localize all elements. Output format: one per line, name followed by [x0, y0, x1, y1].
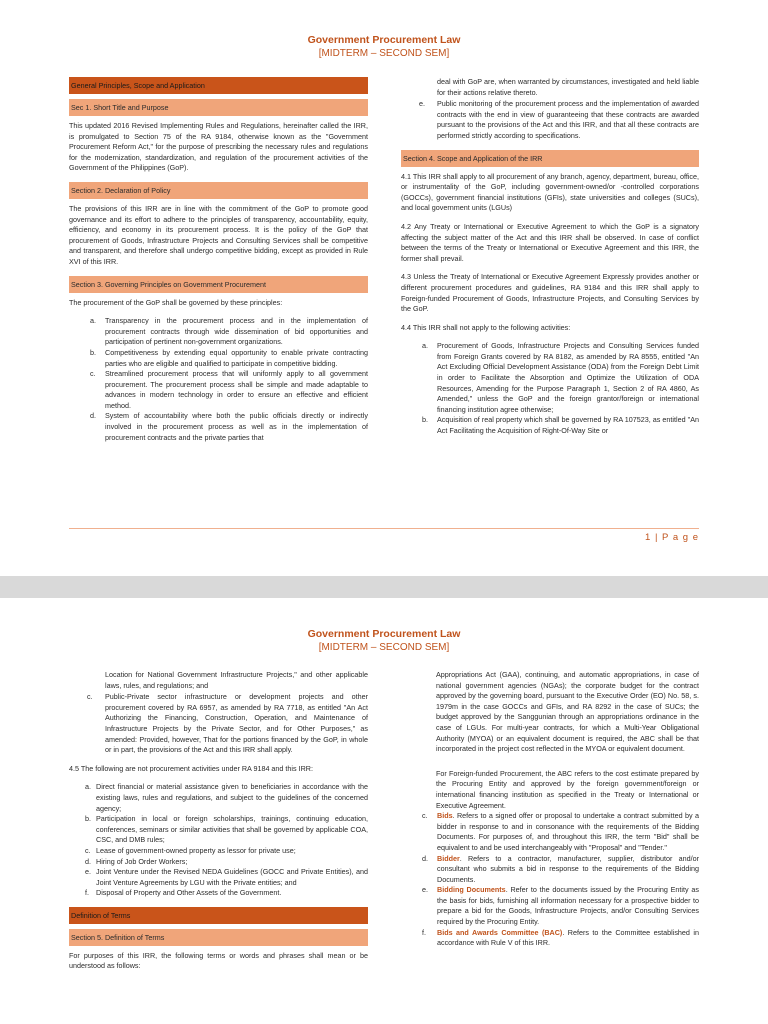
list-item: e. Public monitoring of the procurement process and the implementation of awarded contracts with the end in view of guaranteeing that these contracts are awarded pursuant to the provisions of the Act and this IRR, and that all these contracts are performed strictly according to specifications. [419, 99, 699, 140]
list-item: d. System of accountability where both the public officials directly or indirectly involved in the procurement process as well as in the implementation of procurement contracts and the private parties that [90, 411, 368, 442]
paragraph-4-3: 4.3 Unless the Treaty of International or Executive Agreement Expressly provides another or different procurement procedures and guidelines, RA 9184 and this IRR shall apply to Foreign-funded Procurement of Goods, Infrastructure Projects, and Consulting Services by the GoP. [401, 272, 699, 314]
right-column [401, 670, 699, 949]
page-number: 1 | P a g e [645, 532, 699, 543]
section-bar-sec3: Section 3. Governing Principles on Government Procurement [69, 276, 368, 293]
list-item: b. Participation in local or foreign scholarships, trainings, continuing education, conferences, seminars or similar activities that shall be governed by applicable COA, CSC, and DMB rules; [85, 814, 368, 845]
document-title: Government Procurement Law [307, 34, 461, 46]
list-item: d. Bidder. Refers to a contractor, manufacturer, supplier, distributor and/or consultant who submits a bid in response to the requirements of the Bidding Documents. [422, 853, 699, 884]
footer-rule [69, 528, 699, 529]
paragraph-4-5: 4.5 The following are not procurement activities under RA 9184 and this IRR: [69, 763, 313, 773]
document-subtitle: [MIDTERM – SECOND SEM] [318, 48, 450, 59]
left-column [69, 77, 368, 443]
list-item: e. Bidding Documents. Refer to the documents issued by the Procuring Entity as the basis for bids, furnishing all information necessary for a prospective bidder to prepare a bid for the Goods, Infrastructure Projects, and/or Consulting Services required by the Procuring Entity. [422, 885, 700, 927]
continued-text: Location for National Government Infrastructure Projects," and other applicable laws, rules, and regulations; and [105, 670, 368, 690]
list-item: b. Competitiveness by extending equal opportunity to enable private contracting parties who are eligible and qualified to participate in competitive bidding. [90, 347, 368, 368]
list-item: a. Transparency in the procurement process and in the implementation of procurement contracts through wide dissemination of bid opportunities and participation of pertinent non-government organizations. [90, 316, 368, 347]
list-item: d. Hiring of Job Order Workers; [85, 856, 188, 866]
paragraph-4-2: 4.2 Any Treaty or International or Executive Agreement to which the GoP is a signatory affecting the subject matter of the Act and this IRR shall be observed. In case of conflict between the terms of the Treaty or International or Executive Agreement and this IRR, the former shall prevail. [401, 221, 699, 263]
section-bar-definition-of-terms: Definition of Terms [69, 907, 368, 924]
section-bar-sec1: Sec 1. Short Title and Purpose [69, 99, 368, 116]
list-item: c. Bids. Refers to a signed offer or proposal to undertake a contract submitted by a bidder in response to and in consonance with the requirements of the Bidding Documents. For purposes of, and throughout this IRR, the term "Bid" shall be equivalent to and be used interchangeably with "Proposal" and "Tender." [422, 811, 699, 852]
section-bar-sec4: Section 4. Scope and Application of the IRR [401, 150, 699, 167]
page-header [0, 34, 768, 60]
right-column [401, 77, 699, 437]
left-column [69, 670, 368, 980]
list-item: c. Streamlined procurement process that will uniformly apply to all government procurement. The procurement process shall be simple and made adaptable to advances in modern technology in order to ensure an effective and efficient method. [90, 369, 368, 410]
paragraph-sec1: This updated 2016 Revised Implementing Rules and Regulations, hereinafter called the IRR, is promulgated to Section 75 of the RA 9184, otherwise known as the "Government Procurement Reform Act," for the purpose of prescribing the necessary rules and regulations for the modernization, standardization, and regulation of the procurement activities of the Government of the Philippines (GoP). [69, 121, 368, 173]
list-item: b. Acquisition of real property which shall be governed by RA 107523, as entitled "An Act Facilitating the Acquisition of Right-Of-Way Site or [422, 415, 699, 436]
paragraph-sec5: For purposes of this IRR, the following terms or words and phrases shall mean or be understood as follows: [69, 950, 368, 971]
document-title: Government Procurement Law [307, 628, 461, 640]
paragraph-sec3: The procurement of the GoP shall be governed by these principles: [69, 297, 283, 307]
paragraph-sec2: The provisions of this IRR are in line with the commitment of the GoP to promote good governance and its effort to adhere to the principles of transparency, accountability, equity, efficiency, and economy in its procurement process. It is the policy of the GoP that procurement of Goods, Infrastructure Projects and Consulting Services shall be competitive and transparent, and therefore shall undergo competitive bidding, except as provided in Rule XVI of this IRR. [69, 203, 368, 266]
paragraph-foreign-funded: For Foreign-funded Procurement, the ABC refers to the cost estimate prepared by the Procuring Entity and approved by the foreign government/foreign or international financing institution as specified in the Treaty or International or Executive Agreement. [436, 768, 699, 810]
list-item: a. Procurement of Goods, Infrastructure Projects and Consulting Services funded from Foreign Grants covered by RA 8182, as amended by RA 8555, entitled "An Act Excluding Official Development Assistance (ODA) from the Foreign Debt Limit in order to Facilitate the Absorption and Optimize the Utilization of ODA Resources, Amending for the Purpose Paragraph 1, Section 2 of RA 4860, As Amended," unless the GoP and the foreign grantor/foreign or international financing institution agree otherwise; [422, 341, 699, 414]
list-item: c. Public-Private sector infrastructure or development projects and other procurement covered by RA 6957, as amended by RA 7718, as entitled "An Act Authorizing the Financing, Construction, Operation, and Maintenance of Infrastructure Projects by the Private Sector, and for Other Purposes," as amended: Provided, however, That for the portions financed by the GoP, in whole or in part, the provisions of the Act and this IRR shall apply. [87, 692, 368, 755]
paragraph-4-4: 4.4 This IRR shall not apply to the following activities: [401, 322, 571, 332]
document-subtitle: [MIDTERM – SECOND SEM] [318, 642, 450, 653]
term-bidder: Bidder [437, 853, 460, 863]
page-gap [0, 576, 768, 598]
section-bar-general-principles: General Principles, Scope and Application [69, 77, 368, 94]
list-item: f. Disposal of Property and Other Assets of the Government. [85, 888, 282, 898]
section-bar-sec2: Section 2. Declaration of Policy [69, 182, 368, 199]
list-item: e. Joint Venture under the Revised NEDA Guidelines (GOCC and Private Entities), and Joint Venture Agreements by LGU with the Private entities; and [85, 867, 368, 887]
term-bids: Bids [437, 811, 453, 821]
continued-text: Appropriations Act (GAA), continuing, and automatic appropriations, in case of national government agencies (NGAs); the corporate budget for the contract approved by the governing board, pursuant to the Executive Order (EO) No. 58, s. 1979m in the case GOCCs and GFIs, and RA 8292 in the case of SUCs; the budget approved by the Sanggunian through an appropriations ordinance in the case of LGUs. For multi-year contracts, for which a Multi-Year Obligational Authority (MYOA) or an equivalent document is required, the ABC shall be that incorporated in the project cost reflected in the MYOA or equivalent document. [436, 670, 699, 754]
page-header [0, 628, 768, 654]
term-bidding-documents: Bidding Documents [437, 885, 506, 895]
document-page-2 [0, 598, 768, 1024]
term-bac: Bids and Awards Committee (BAC) [437, 927, 563, 937]
section-bar-sec5: Section 5. Definition of Terms [69, 929, 368, 946]
continued-text: deal with GoP are, when warranted by circumstances, investigated and held liable for their actions relative thereto. [437, 77, 699, 97]
list-item: c. Lease of government-owned property as lessor for private use; [85, 845, 296, 855]
list-item: a. Direct financial or material assistance given to beneficiaries in accordance with the existing laws, rules and regulations, and subject to the guidelines of the concerned agency; [85, 782, 368, 813]
paragraph-4-1: 4.1 This IRR shall apply to all procurement of any branch, agency, department, bureau, office, or instrumentality of the GoP, including government-owned/or -controlled corporations (GOCCs), government financial institutions (GFIs), state universities and colleges (SUCs), and local government units (LGUs) [401, 171, 699, 213]
list-item: f. Bids and Awards Committee (BAC). Refers to the Committee established in accordance with Rule V of this IRR. [422, 927, 699, 948]
